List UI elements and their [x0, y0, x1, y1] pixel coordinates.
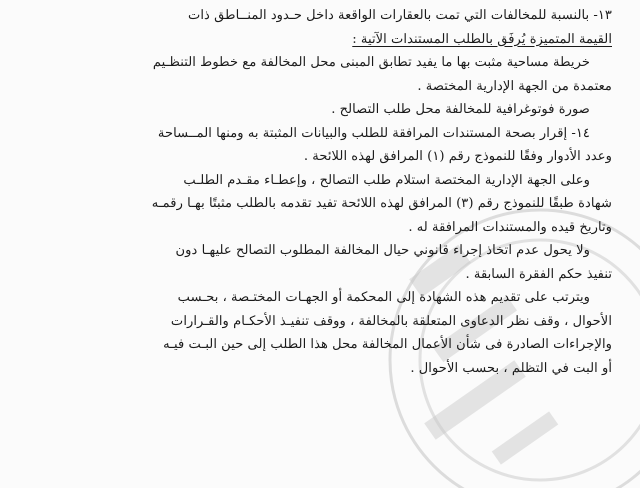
text-line: ولا يحول عدم اتخاذ إجراء قانوني حيال المخالفة المطلوب التصالح عليهـا دون: [175, 243, 590, 258]
text-line: ١٣- بالنسبة للمخالفات التي تمت بالعقارات الواقعة داخل حـدود المنــاطق ذات: [187, 8, 612, 23]
document-body: [36, 4, 612, 380]
text-line: أو البت في التظلم ، بحسب الأحوال .: [410, 360, 612, 376]
text-line: الأحوال ، وقف نظر الدعاوى المتعلقة بالمخالفة ، ووقف تنفيـذ الأحكـام والقـرارات: [170, 313, 612, 329]
text-line: ١٤- إقرار بصحة المستندات المرافقة للطلب والبيانات المثبتة به ومنها المــساحة: [157, 125, 590, 141]
text-line: وتاريخ قيده والمستندات المرافقة له .: [408, 219, 612, 235]
text-line: صورة فوتوغرافية للمخالفة محل طلب التصالح .: [331, 102, 590, 117]
text-line: وعلى الجهة الإدارية المختصة استلام طلب التصالح ، وإعطـاء مقـدم الطلـب: [183, 172, 590, 188]
text-line-heading: القيمة المتميزة يُرفَق بالطلب المستندات الآتية :: [352, 31, 612, 47]
text-line: شهادة طبقًا للنموذج رقم (٣) المرافق لهذه اللائحة تفيد تقدمه بالطلب مثبتًا بهـا رقمـه: [151, 196, 612, 211]
text-line: والإجراءات الصادرة فى شأن الأعمال المخالفة محل هذا الطلب إلى حين البـت فيـه: [163, 337, 612, 352]
text-line: ويترتب على تقديم هذه الشهادة إلى المحكمة أو الجهـات المختـصة ، بحـسب: [177, 290, 590, 305]
watermark-stroke: [492, 411, 559, 464]
text-line: خريطة مساحية مثبت بها ما يفيد تطابق المبنى محل المخالفة مع خطوط التنظـيم: [152, 55, 590, 70]
text-line: معتمدة من الجهة الإدارية المختصة .: [417, 78, 612, 94]
text-line: وعدد الأدوار وفقًا للنموذج رقم (١) المرافق لهذه اللائحة .: [303, 149, 612, 164]
text-line: تنفيذ حكم الفقرة السابقة .: [465, 266, 612, 282]
